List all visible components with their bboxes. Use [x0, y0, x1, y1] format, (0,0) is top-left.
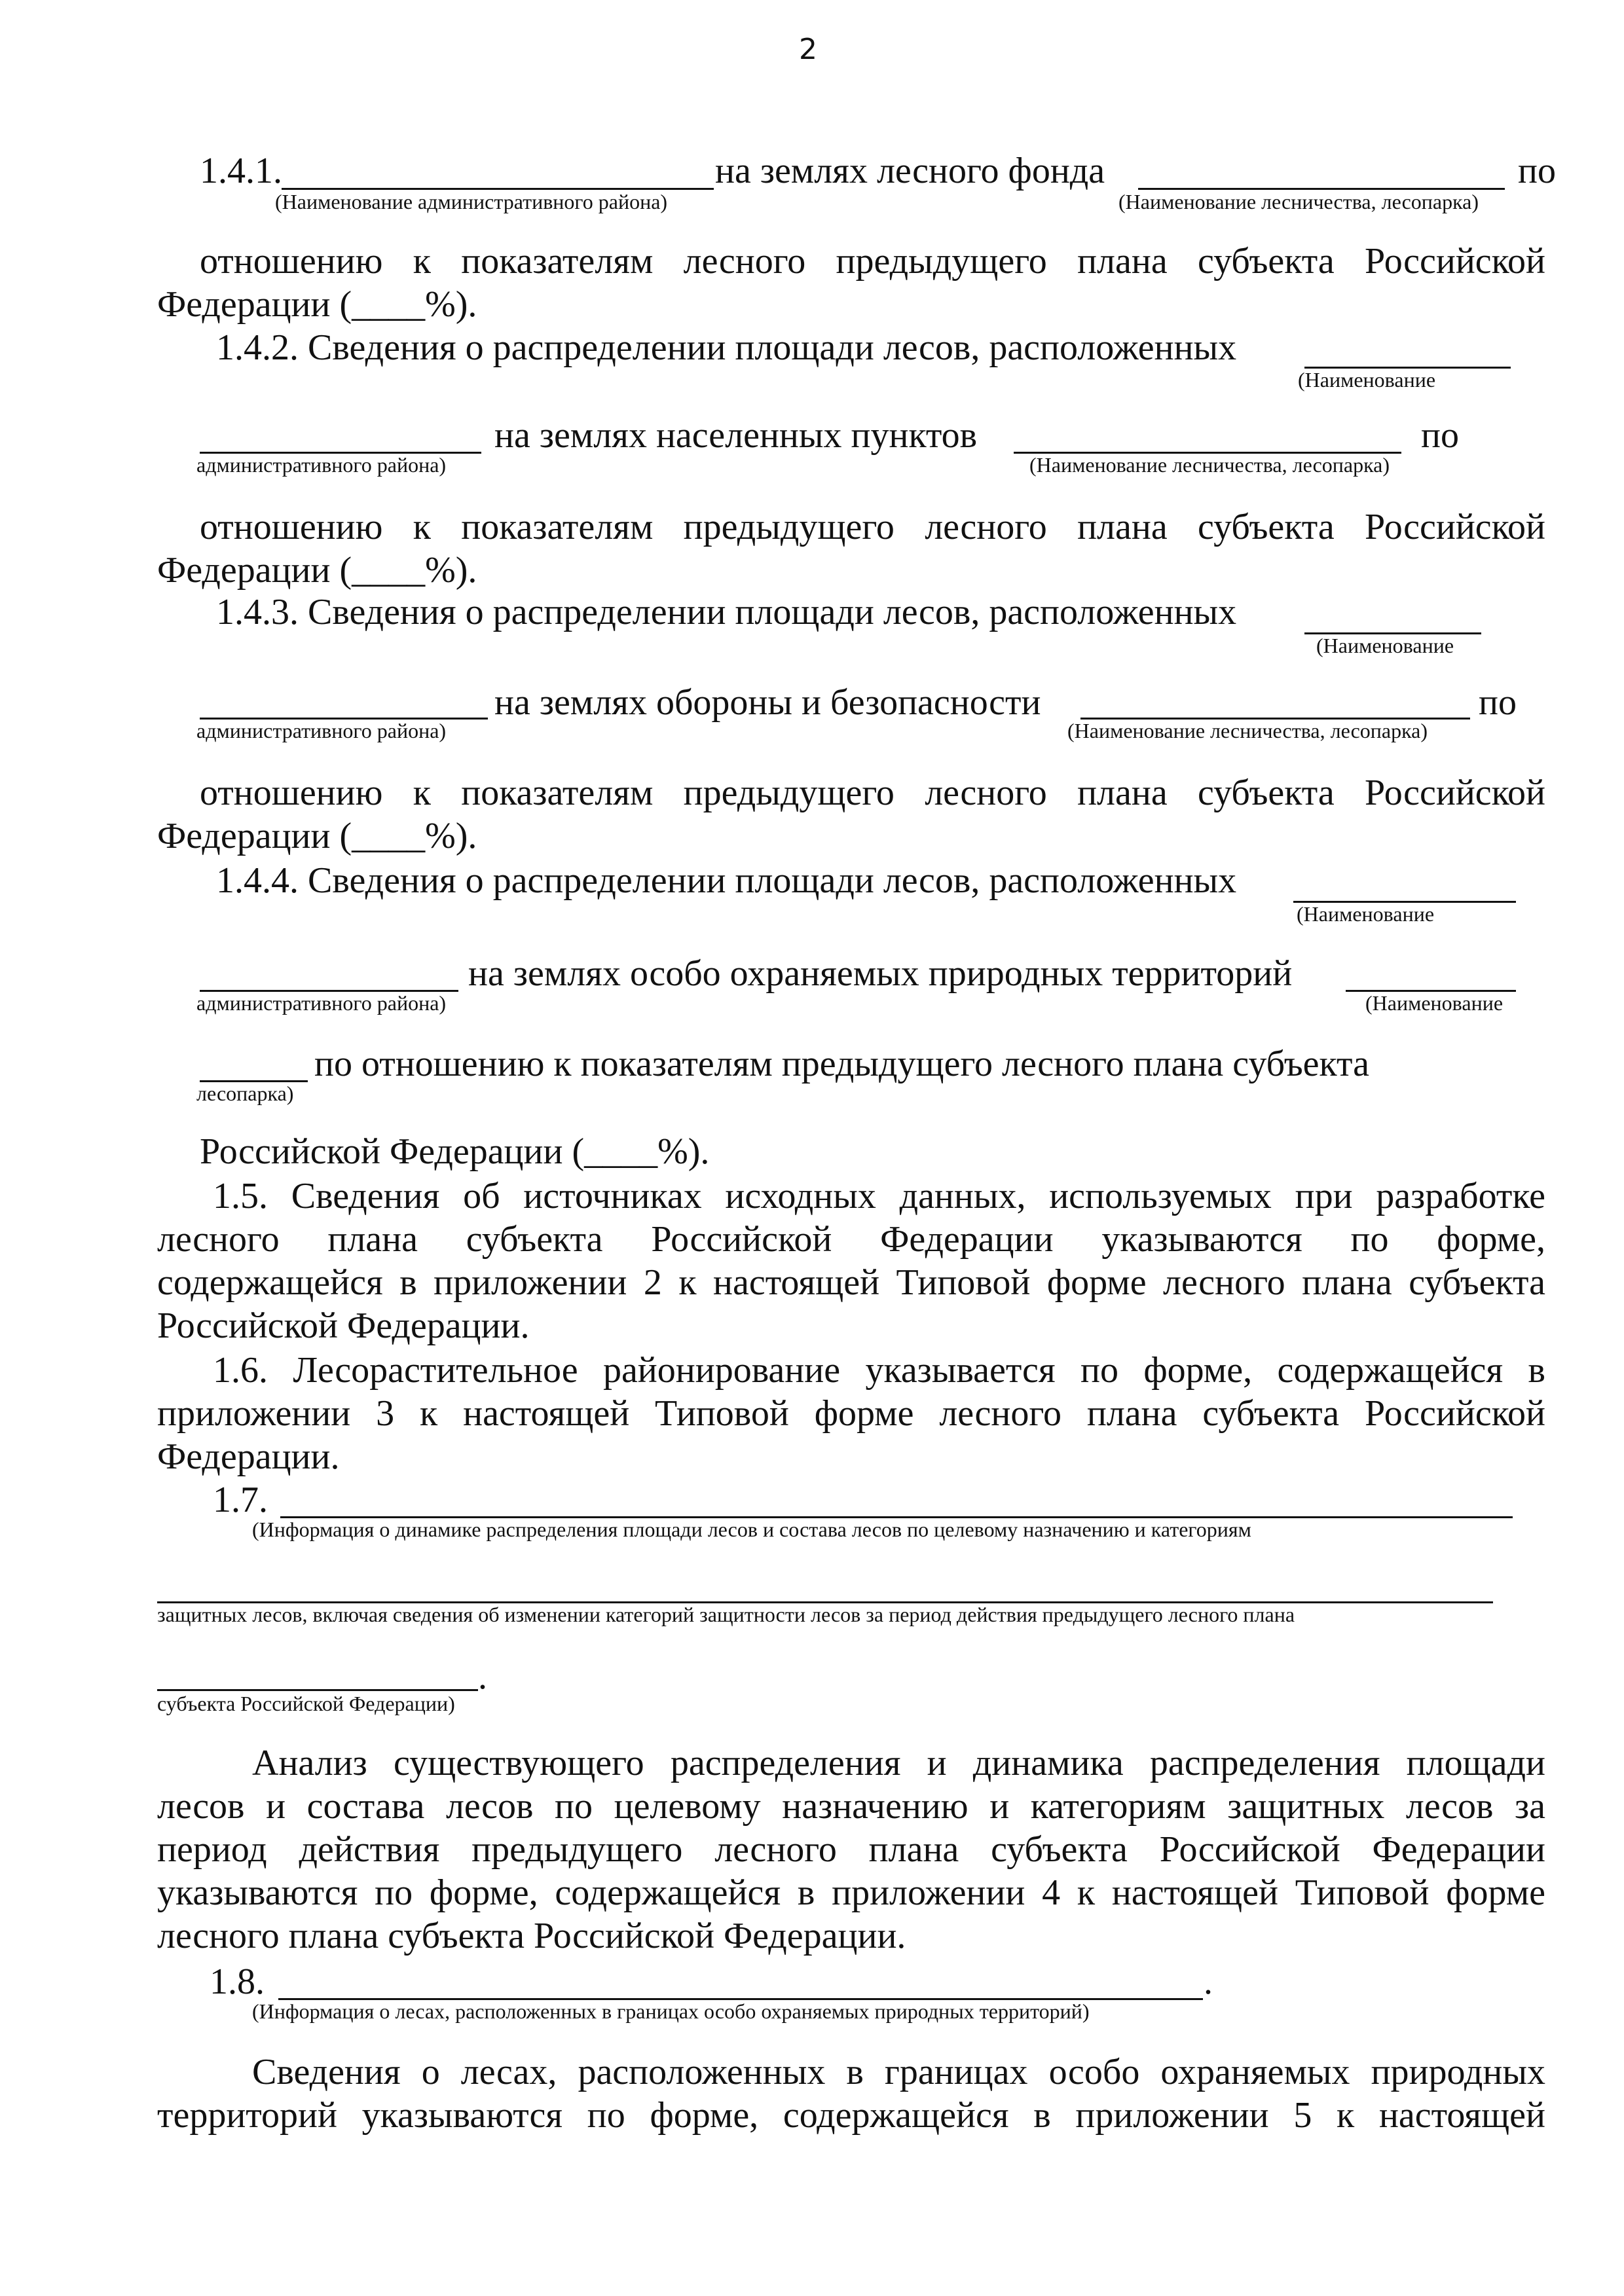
- s15-line-4: Российской Федерации.: [157, 1305, 530, 1346]
- s17-paragraph-line-5: лесного плана субъекта Российской Федерации.: [157, 1916, 906, 1956]
- s142-end-text: по: [1421, 415, 1459, 456]
- s143-text-line-3: отношению к показателям предыдущего лесного плана субъекта Российской: [200, 773, 1545, 813]
- s142-caption-forestry: (Наименование лесничества, лесопарка): [1029, 453, 1390, 477]
- s144-middle-text: на землях особо охраняемых природных территорий: [468, 953, 1293, 994]
- s141-caption-district: (Наименование административного района): [275, 190, 668, 213]
- s141-text-line-2: отношению к показателям лесного предыдущего плана субъекта Российской: [200, 241, 1545, 282]
- s144-caption-forest-park: лесопарка): [196, 1082, 294, 1105]
- s18-dot: .: [1204, 1961, 1213, 2002]
- s141-text-line-3: Федерации (____%).: [157, 284, 477, 325]
- s143-caption-heading: (Наименование: [1316, 634, 1454, 657]
- s16-line-1: 1.6. Лесорастительное районирование указывается по форме, содержащейся в: [213, 1350, 1545, 1391]
- s17-paragraph-line-2: лесов и состава лесов по целевому назначению и категориям защитных лесов за: [157, 1786, 1545, 1827]
- s18-number: 1.8.: [210, 1961, 265, 2002]
- s17-caption-2: защитных лесов, включая сведения об изменении категорий защитности лесов за период действия предыдущего лесного плана: [157, 1603, 1295, 1626]
- page-number: 2: [799, 33, 817, 66]
- s17-number: 1.7.: [213, 1480, 268, 1520]
- s18-paragraph-line-1: Сведения о лесах, расположенных в границах особо охраняемых природных: [252, 2052, 1545, 2092]
- s17-paragraph-line-3: период действия предыдущего лесного плана субъекта Российской Федерации: [157, 1829, 1545, 1870]
- s142-text-line-4: Федерации (____%).: [157, 550, 477, 591]
- s142-middle-text: на землях населенных пунктов: [494, 415, 978, 456]
- s144-caption-heading: (Наименование: [1297, 902, 1435, 926]
- s144-text-line-4: Российской Федерации (____%).: [200, 1131, 710, 1172]
- s144-caption-name: (Наименование: [1365, 991, 1504, 1015]
- s142-caption-heading: (Наименование: [1298, 368, 1436, 392]
- s142-text-line-3: отношению к показателям предыдущего лесного плана субъекта Российской: [200, 507, 1545, 547]
- s15-line-3: содержащейся в приложении 2 к настоящей Типовой форме лесного плана субъекта: [157, 1262, 1545, 1303]
- s143-text-line-4: Федерации (____%).: [157, 816, 477, 856]
- s17-paragraph-line-4: указываются по форме, содержащейся в приложении 4 к настоящей Типовой форме: [157, 1872, 1545, 1913]
- s143-caption-forestry: (Наименование лесничества, лесопарка): [1067, 719, 1428, 742]
- s17-blank-3: [157, 1689, 478, 1691]
- s18-paragraph-line-2: территорий указываются по форме, содержащейся в приложении 5 к настоящей: [157, 2095, 1545, 2136]
- s143-caption-district: административного района): [196, 719, 447, 742]
- s141-caption-forestry: (Наименование лесничества, лесопарка): [1118, 190, 1479, 213]
- s143-heading: 1.4.3. Сведения о распределении площади лесов, расположенных: [216, 592, 1237, 632]
- s15-line-2: лесного плана субъекта Российской Федерации указываются по форме,: [157, 1219, 1545, 1260]
- s144-caption-district: административного района): [196, 991, 447, 1015]
- s142-caption-district: административного района): [196, 453, 447, 477]
- s17-paragraph-line-1: Анализ существующего распределения и динамика распределения площади: [252, 1743, 1545, 1783]
- s142-heading: 1.4.2. Сведения о распределении площади лесов, расположенных: [216, 327, 1237, 368]
- s141-middle-text: на землях лесного фонда: [715, 151, 1105, 191]
- s144-heading: 1.4.4. Сведения о распределении площади лесов, расположенных: [216, 860, 1237, 901]
- s16-line-3: Федерации.: [157, 1436, 340, 1477]
- s15-line-1: 1.5. Сведения об источниках исходных данных, используемых при разработке: [213, 1176, 1545, 1216]
- s17-caption-1: (Информация о динамике распределения площади лесов и состава лесов по целевому назначению и категориям: [252, 1518, 1251, 1541]
- s143-middle-text: на землях обороны и безопасности: [494, 682, 1041, 723]
- s144-text-line-3: по отношению к показателям предыдущего лесного плана субъекта: [314, 1044, 1370, 1084]
- s141-number: 1.4.1.: [200, 151, 282, 191]
- s17-dot: .: [478, 1656, 487, 1697]
- s17-caption-3: субъекта Российской Федерации): [157, 1692, 455, 1715]
- s16-line-2: приложении 3 к настоящей Типовой форме лесного плана субъекта Российской: [157, 1393, 1545, 1434]
- s143-end-text: по: [1479, 682, 1517, 723]
- s18-caption: (Информация о лесах, расположенных в границах особо охраняемых природных территорий): [252, 1999, 1090, 2023]
- s141-end-text: по: [1518, 151, 1556, 191]
